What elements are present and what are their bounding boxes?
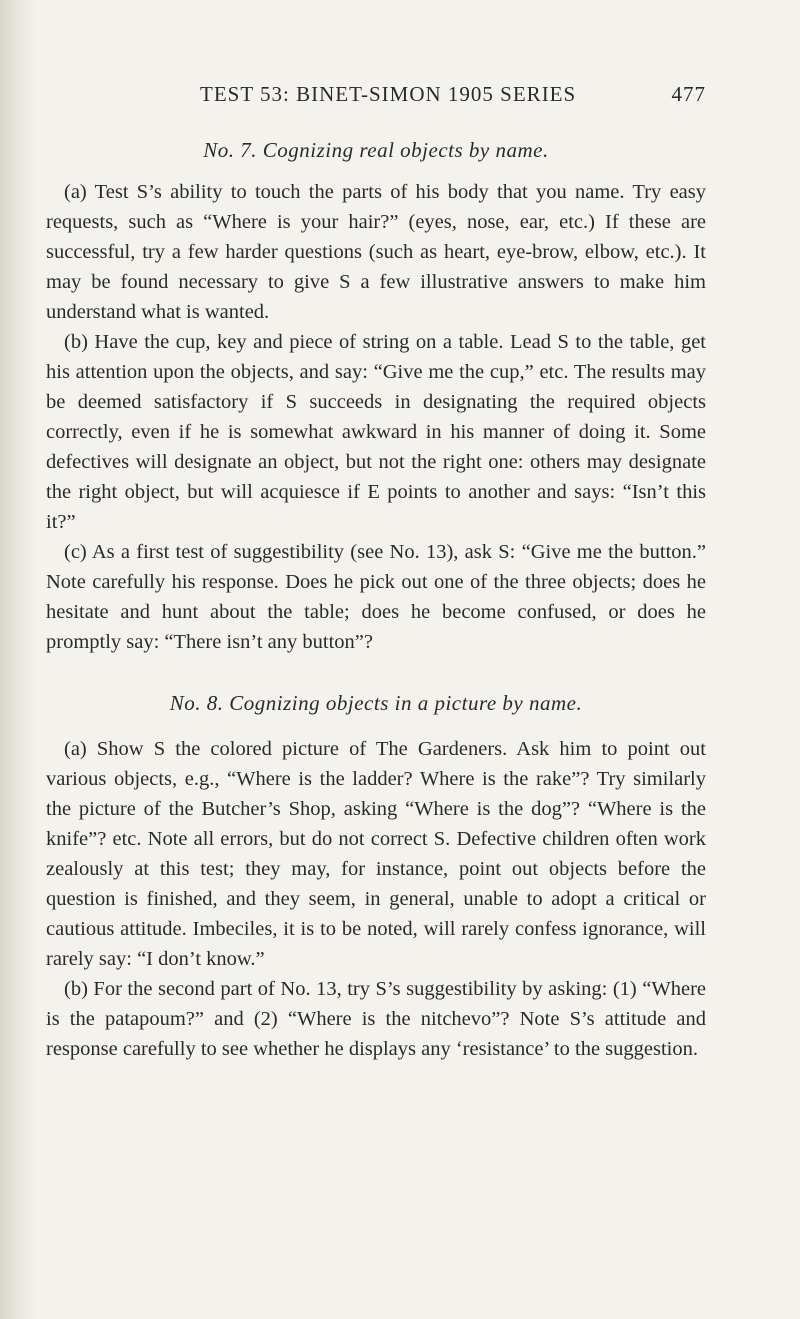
page-gutter-shadow bbox=[0, 0, 36, 1319]
paragraph-8b: (b) For the second part of No. 13, try S’s suggestibility by asking: (1) “Where is the patapoum?” and (2) “Where is the nitchevo”? Note S’s attitude and response carefully to see whether he displays any ‘resistance’ to the suggestion. bbox=[46, 978, 706, 1060]
section-heading-no-7: No. 7. Cognizing real objects by name. bbox=[203, 138, 549, 162]
paragraph-8a: (a) Show S the colored picture of The Gardeners. Ask him to point out various objects, e.g., “Where is the ladder? Where is the rake”? Try similarly the picture of the Butcher’s Shop, asking “Where is the dog”? “Where is the knife”? etc. Note all errors, but do not correct S. Defective children often work zealously at this test; they may, for instance, point out objects before the question is finished, and they seem, in general, unable to adopt a critical or cautious attitude. Imbeciles, it is to be noted, will rarely confess ignorance, will rarely say: “I don’t know.” bbox=[46, 738, 706, 970]
paragraph-7a: (a) Test S’s ability to touch the parts of his body that you name. Try easy requests, such as “Where is your hair?” (eyes, nose, ear, etc.) If these are successful, try a few harder questions (such as heart, eye-brow, elbow, etc.). It may be found necessary to give S a few illustrative answers to make him understand what is wanted. bbox=[46, 181, 706, 323]
paragraph-7c: (c) As a first test of suggestibility (see No. 13), ask S: “Give me the button.” Note carefully his response. Does he pick out one of the three objects; does he hesitate and hunt about the table; does he become confused, or does he promptly say: “There isn’t any button”? bbox=[46, 541, 706, 653]
book-page bbox=[46, 82, 706, 1064]
page-number: 477 bbox=[671, 82, 706, 106]
running-title: TEST 53: BINET-SIMON 1905 SERIES bbox=[200, 82, 577, 106]
running-header bbox=[46, 82, 706, 112]
paragraph-7b: (b) Have the cup, key and piece of string on a table. Lead S to the table, get his attention upon the objects, and say: “Give me the cup,” etc. The results may be deemed satisfactory if S succeeds in designating the required objects correctly, even if he is somewhat awkward in his manner of doing it. Some defectives will designate an object, but not the right one: others may designate the right object, but will acquiesce if E points to another and says: “Isn’t this it?” bbox=[46, 331, 706, 533]
section-heading-no-8: No. 8. Cognizing objects in a picture by name. bbox=[169, 691, 583, 715]
